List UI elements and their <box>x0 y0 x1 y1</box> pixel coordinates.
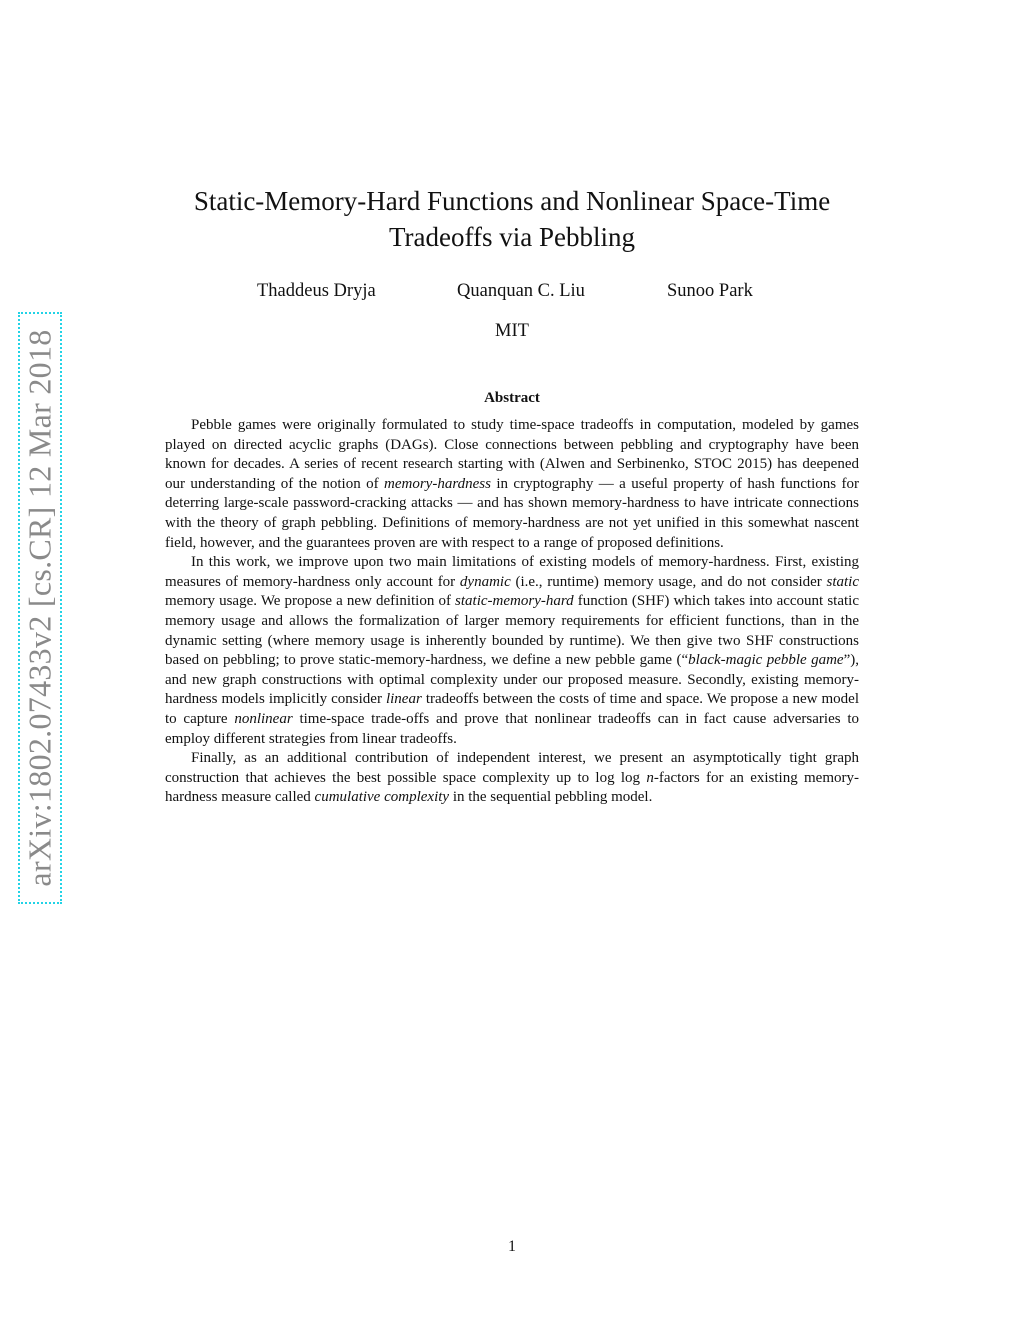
author-name: Sunoo Park <box>667 281 753 301</box>
abstract-body <box>165 416 859 808</box>
abstract-heading: Abstract <box>484 390 540 406</box>
author-affiliation: MIT <box>495 321 529 341</box>
arxiv-identifier-text: arXiv:1802.07433v2 [cs.CR] 12 Mar 2018 <box>21 329 58 887</box>
paper-title-line-2: Tradeoffs via Pebbling <box>389 222 635 252</box>
abstract-paragraph-1: Pebble games were originally formulated to study time-space tradeoffs in computation, modeled by games played on directed acyclic graphs (DAGs). Close connections between pebbling and cryptography have been known for decades. A series of recent research starting with (Alwen and Serbinenko, STOC 2015) has deepened our understanding of the notion of memory-hardness in cryptography — a useful property of hash functions for deterring large-scale password-cracking attacks — and has shown memory-hardness to have intricate connections with the theory of graph pebbling. Definitions of memory-hardness are not yet unified in this somewhat nascent field, however, and the guarantees proven are with respect to a range of proposed definitions. <box>165 417 859 551</box>
paper-title-line-1: Static-Memory-Hard Functions and Nonlinear Space-Time <box>193 186 831 216</box>
author-name: Thaddeus Dryja <box>257 281 376 301</box>
page-number: 1 <box>508 1238 516 1255</box>
paper-title <box>120 183 904 255</box>
author-list <box>0 281 1024 305</box>
abstract-paragraph-3: Finally, as an additional contribution of independent interest, we present an asymptotically tight graph construction that achieves the best possible space complexity up to log log n-factors for an existing memory-hardness measure called cumulative complexity in the sequential pebbling model. <box>165 750 860 806</box>
abstract-paragraph-2: In this work, we improve upon two main limitations of existing models of memory-hardness. First, existing measures of memory-hardness only account for dynamic (i.e., runtime) memory usage, and do not consider static memory usage. We propose a new definition of static-memory-hard function (SHF) which takes into account static memory usage and allows the formalization of larger memory requirements for efficient functions, than in the dynamic setting (where memory usage is inherently bounded by runtime). We then give two SHF constructions based on pebbling; to prove static-memory-hardness, we define a new pebble game (“black-magic pebble game”), and new graph constructions with optimal complexity under our proposed measure. Secondly, existing memory-hardness models implicitly consider linear tradeoffs between the costs of time and space. We propose a new model to capture nonlinear time-space trade-offs and prove that nonlinear tradeoffs can in fact cause adversaries to employ different strategies from linear tradeoffs. <box>165 554 859 747</box>
author-name: Quanquan C. Liu <box>457 281 585 301</box>
